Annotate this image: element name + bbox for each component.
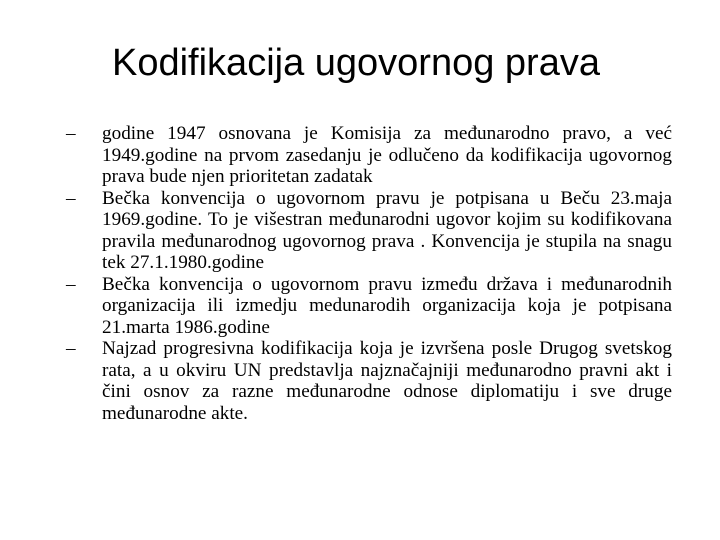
bullet-text: Najzad progresivna kodifikacija koja je izvršena posle Drugog svetskog rata, a u okviru UN predstavlja najznačajniji međunarodno pravni akt i čini osnov za razne međunarodne odnose diplomatiju i sve druge međunarodne akte. bbox=[102, 338, 672, 424]
bullet-marker: – bbox=[66, 338, 76, 359]
bullet-marker: – bbox=[66, 273, 76, 295]
bullet-item bbox=[66, 123, 672, 188]
bullet-text: godine 1947 osnovana je Komisija za međunarodno pravo, a već 1949.godine na prvom zasedanju je odlučeno da kodifikacija ugovornog prava bude njen prioritetan zadatak bbox=[102, 123, 672, 187]
bullet-text: Bečka konvencija o ugovornom pravu između država i međunarodnih organizacija ili izmedju medunarodih organizacija koja je potpisana 21.marta 1986.godine bbox=[102, 273, 672, 338]
bullet-marker: – bbox=[66, 123, 76, 144]
bullet-item bbox=[66, 338, 672, 424]
bullet-list bbox=[66, 123, 672, 424]
bullet-item bbox=[66, 274, 672, 339]
bullet-text: Bečka konvencija o ugovornom pravu je potpisana u Beču 23.maja 1969.godine. To je višestran međunarodni ugovor kojim su kodifikovana pravila međunarodnog ugovornog prava . Konvencija je stupila na snagu tek 27.1.1980.godine bbox=[102, 187, 672, 273]
bullet-item bbox=[66, 188, 672, 274]
bullet-marker: – bbox=[66, 187, 76, 209]
slide-title: Kodifikacija ugovornog prava bbox=[112, 42, 600, 84]
